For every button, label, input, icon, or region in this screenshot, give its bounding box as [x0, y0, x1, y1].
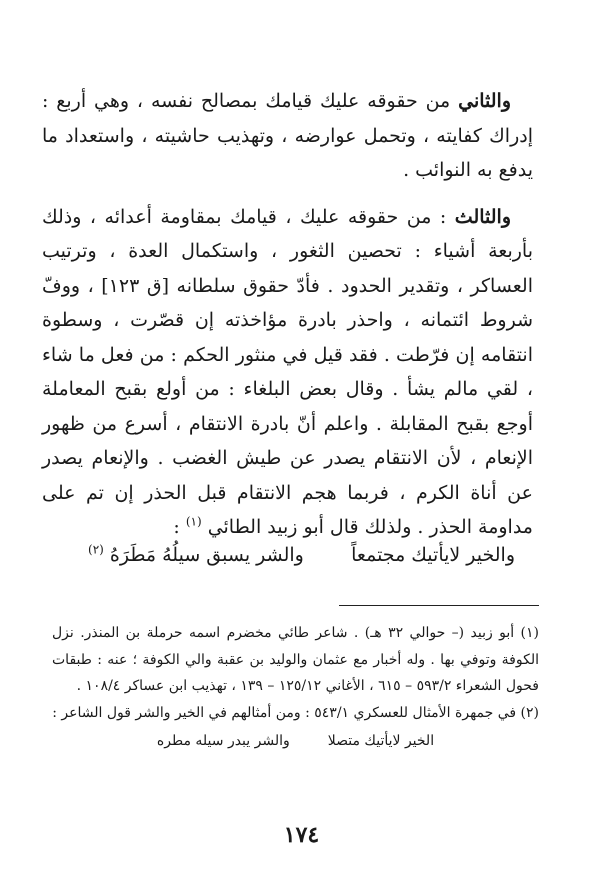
poem-verse	[88, 538, 515, 572]
paragraph-lead-word: والثاني	[458, 90, 511, 112]
paragraph-tail: :	[173, 516, 180, 538]
footnote-2: (٢) في جمهرة الأمثال للعسكري ٥٤٣/١ : ومن أمثالهم في الخير والشر قول الشاعر :	[52, 704, 539, 721]
footnote-reference-2: (٢)	[88, 542, 104, 557]
footnotes	[52, 620, 539, 755]
footnote-1: (١) أبو زبيد (– حوالي ٣٢ هـ) . شاعر طائي مخضرم اسمه حرملة بن المنذر. نزل الكوفة وتوفي بها . وله أخبار مع عثمان والوليد بن عقبة والي الكوفة ؛ عنه : طبقات فحول الشعراء ٥٩٣/٢ – ٦١٥ ، الأغاني ١٢٥/١٢ – ١٣٩ ، تهذيب ابن عساكر ١٠٨/٤ .	[52, 625, 539, 694]
paragraph-third-right	[42, 200, 533, 545]
footnote-verse	[52, 728, 539, 755]
verse-second-hemistich	[88, 538, 304, 572]
footnote-reference-1: (١)	[185, 514, 202, 529]
paragraph-lead-word: والثالث	[454, 205, 512, 228]
footnote-verse-second: والشر يبدر سيله مطره	[156, 733, 290, 749]
paragraph-text: : من حقوقه عليك ، قيامك بمقاومة أعدائه ، وذلك بأربعة أشياء : تحصين الثغور ، واستكمال العدة ، وترتيب العساكر ، وتقدير الحدود . فأدّ حقوق سلطانه [ق ١٢٣] ، ووفّ شروط ائتمانه ، واحذر بادرة مؤاخذته إن قصّرت ، وسطوة انتقامه إن فرّطت . فقد قيل في منثور الحكم : من فعل ما شاء ، لقي مالم يشأ . وقال بعض البلغاء : من أولع بقبح المعاملة أوجع بقبح المقابلة . واعلم أنّ بادرة الانتقام ، أسرع من ظهور الإنعام ، لأن الانتقام يصدر عن طيش الغضب . والإنعام يصدر عن أناة الكرم ، فربما هجم الانتقام قبل الحذر إن تم على مداومة الحذر . ولذلك قال أبو زبيد الطائي	[42, 205, 533, 538]
page-number: ١٧٤	[283, 822, 320, 848]
paragraph-second-right	[42, 84, 533, 188]
verse-first-hemistich: والخير لايأتيك مجتمعاً	[351, 544, 515, 566]
footnote-divider	[339, 605, 539, 606]
verse-second-text: والشر يسبق سيلُهُ مَطَرَهُ	[109, 544, 304, 566]
footnote-verse-first: الخير لايأتيك متصلا	[327, 733, 435, 749]
main-text	[42, 84, 533, 545]
paragraph-text: من حقوقه عليك قيامك بمصالح نفسه ، وهي أربع : إدراك كفايته ، وتحمل عوارضه ، وتهذيب حاشيته ، واستعداد ما يدفع به النوائب .	[42, 90, 533, 181]
